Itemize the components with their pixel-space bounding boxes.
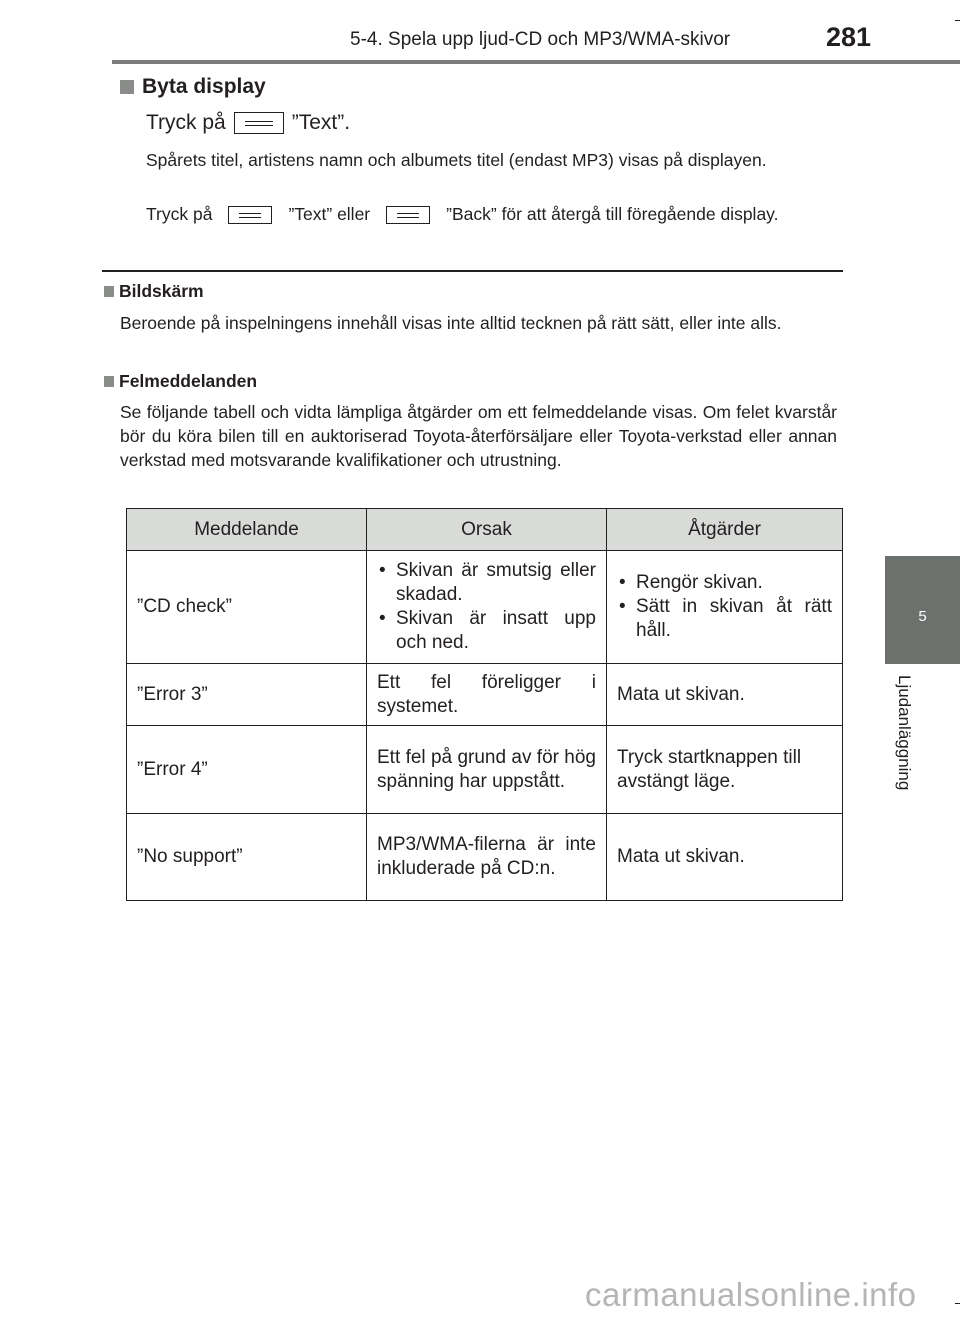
error-message-table [126, 508, 843, 901]
message-cell: ”Error 4” [127, 726, 367, 814]
table-row [127, 551, 843, 664]
table-row [127, 664, 843, 726]
message-cell: ”CD check” [127, 551, 367, 664]
text-button-icon [228, 206, 272, 224]
table-header-row [127, 509, 843, 551]
square-bullet-icon [120, 80, 134, 94]
back-button-icon [386, 206, 430, 224]
chapter-tab [885, 556, 960, 664]
section-title: 5-4. Spela upp ljud-CD och MP3/WMA-skivor [350, 29, 731, 50]
action-cell: Tryck startknappen till avstängt läge. [607, 726, 843, 814]
column-header-message: Meddelande [127, 509, 367, 551]
section-divider [102, 270, 843, 272]
display-description: Spårets titel, artistens namn och albumets titel (endast MP3) visas på displayen. [146, 150, 767, 170]
square-bullet-icon [104, 286, 114, 297]
chapter-number: 5 [918, 608, 927, 625]
cause-cell: MP3/WMA-filerna är inte inkluderade på CD:n. [367, 814, 607, 901]
column-header-cause: Orsak [367, 509, 607, 551]
watermark: carmanualsonline.info [585, 1276, 917, 1313]
table-row [127, 726, 843, 814]
heading-felmeddelanden: Felmeddelanden [104, 371, 257, 392]
header-rule [112, 60, 960, 64]
action-cell: Mata ut skivan. [607, 664, 843, 726]
press-text-instruction: Tryck på ”Text”. [146, 111, 351, 134]
page-number: 281 [826, 22, 872, 52]
text-button-icon [234, 112, 284, 134]
heading-bildskarm: Bildskärm [104, 281, 204, 302]
cause-item: • Skivan är smutsig eller skadad. [377, 559, 596, 607]
message-cell: ”Error 3” [127, 664, 367, 726]
action-item: • Sätt in skivan åt rätt håll. [617, 595, 832, 643]
column-header-action: Åtgärder [607, 509, 843, 551]
bildskarm-text: Beroende på inspelningens innehåll visas inte alltid tecknen på rätt sätt, eller inte alls. [120, 313, 782, 333]
cause-item: • Skivan är insatt upp och ned. [377, 607, 596, 655]
action-cell [607, 551, 843, 664]
table-row [127, 814, 843, 901]
action-item: • Rengör skivan. [617, 571, 832, 595]
crop-mark [955, 20, 960, 21]
return-instruction: Tryck på ”Text” eller ”Back” för att återgå till föregående display. [146, 204, 779, 224]
action-cell: Mata ut skivan. [607, 814, 843, 901]
cause-cell: Ett fel på grund av för hög spänning har uppstått. [367, 726, 607, 814]
heading-byta-display: Byta display [120, 75, 266, 99]
felmeddelanden-text: Se följande tabell och vidta lämpliga åtgärder om ett felmeddelande visas. Om felet kvarstår bör du köra bilen till en auktoriserad Toyota-återförsäljare eller Toyota-verkstad eller annan verkstad med motsvarande kvalifikationer och utrustning. [120, 402, 837, 470]
chapter-label: Ljudanläggning [895, 675, 914, 791]
cause-cell: Ett fel föreligger i systemet. [367, 664, 607, 726]
crop-mark [955, 1303, 960, 1304]
cause-cell [367, 551, 607, 664]
message-cell: ”No support” [127, 814, 367, 901]
square-bullet-icon [104, 376, 114, 387]
